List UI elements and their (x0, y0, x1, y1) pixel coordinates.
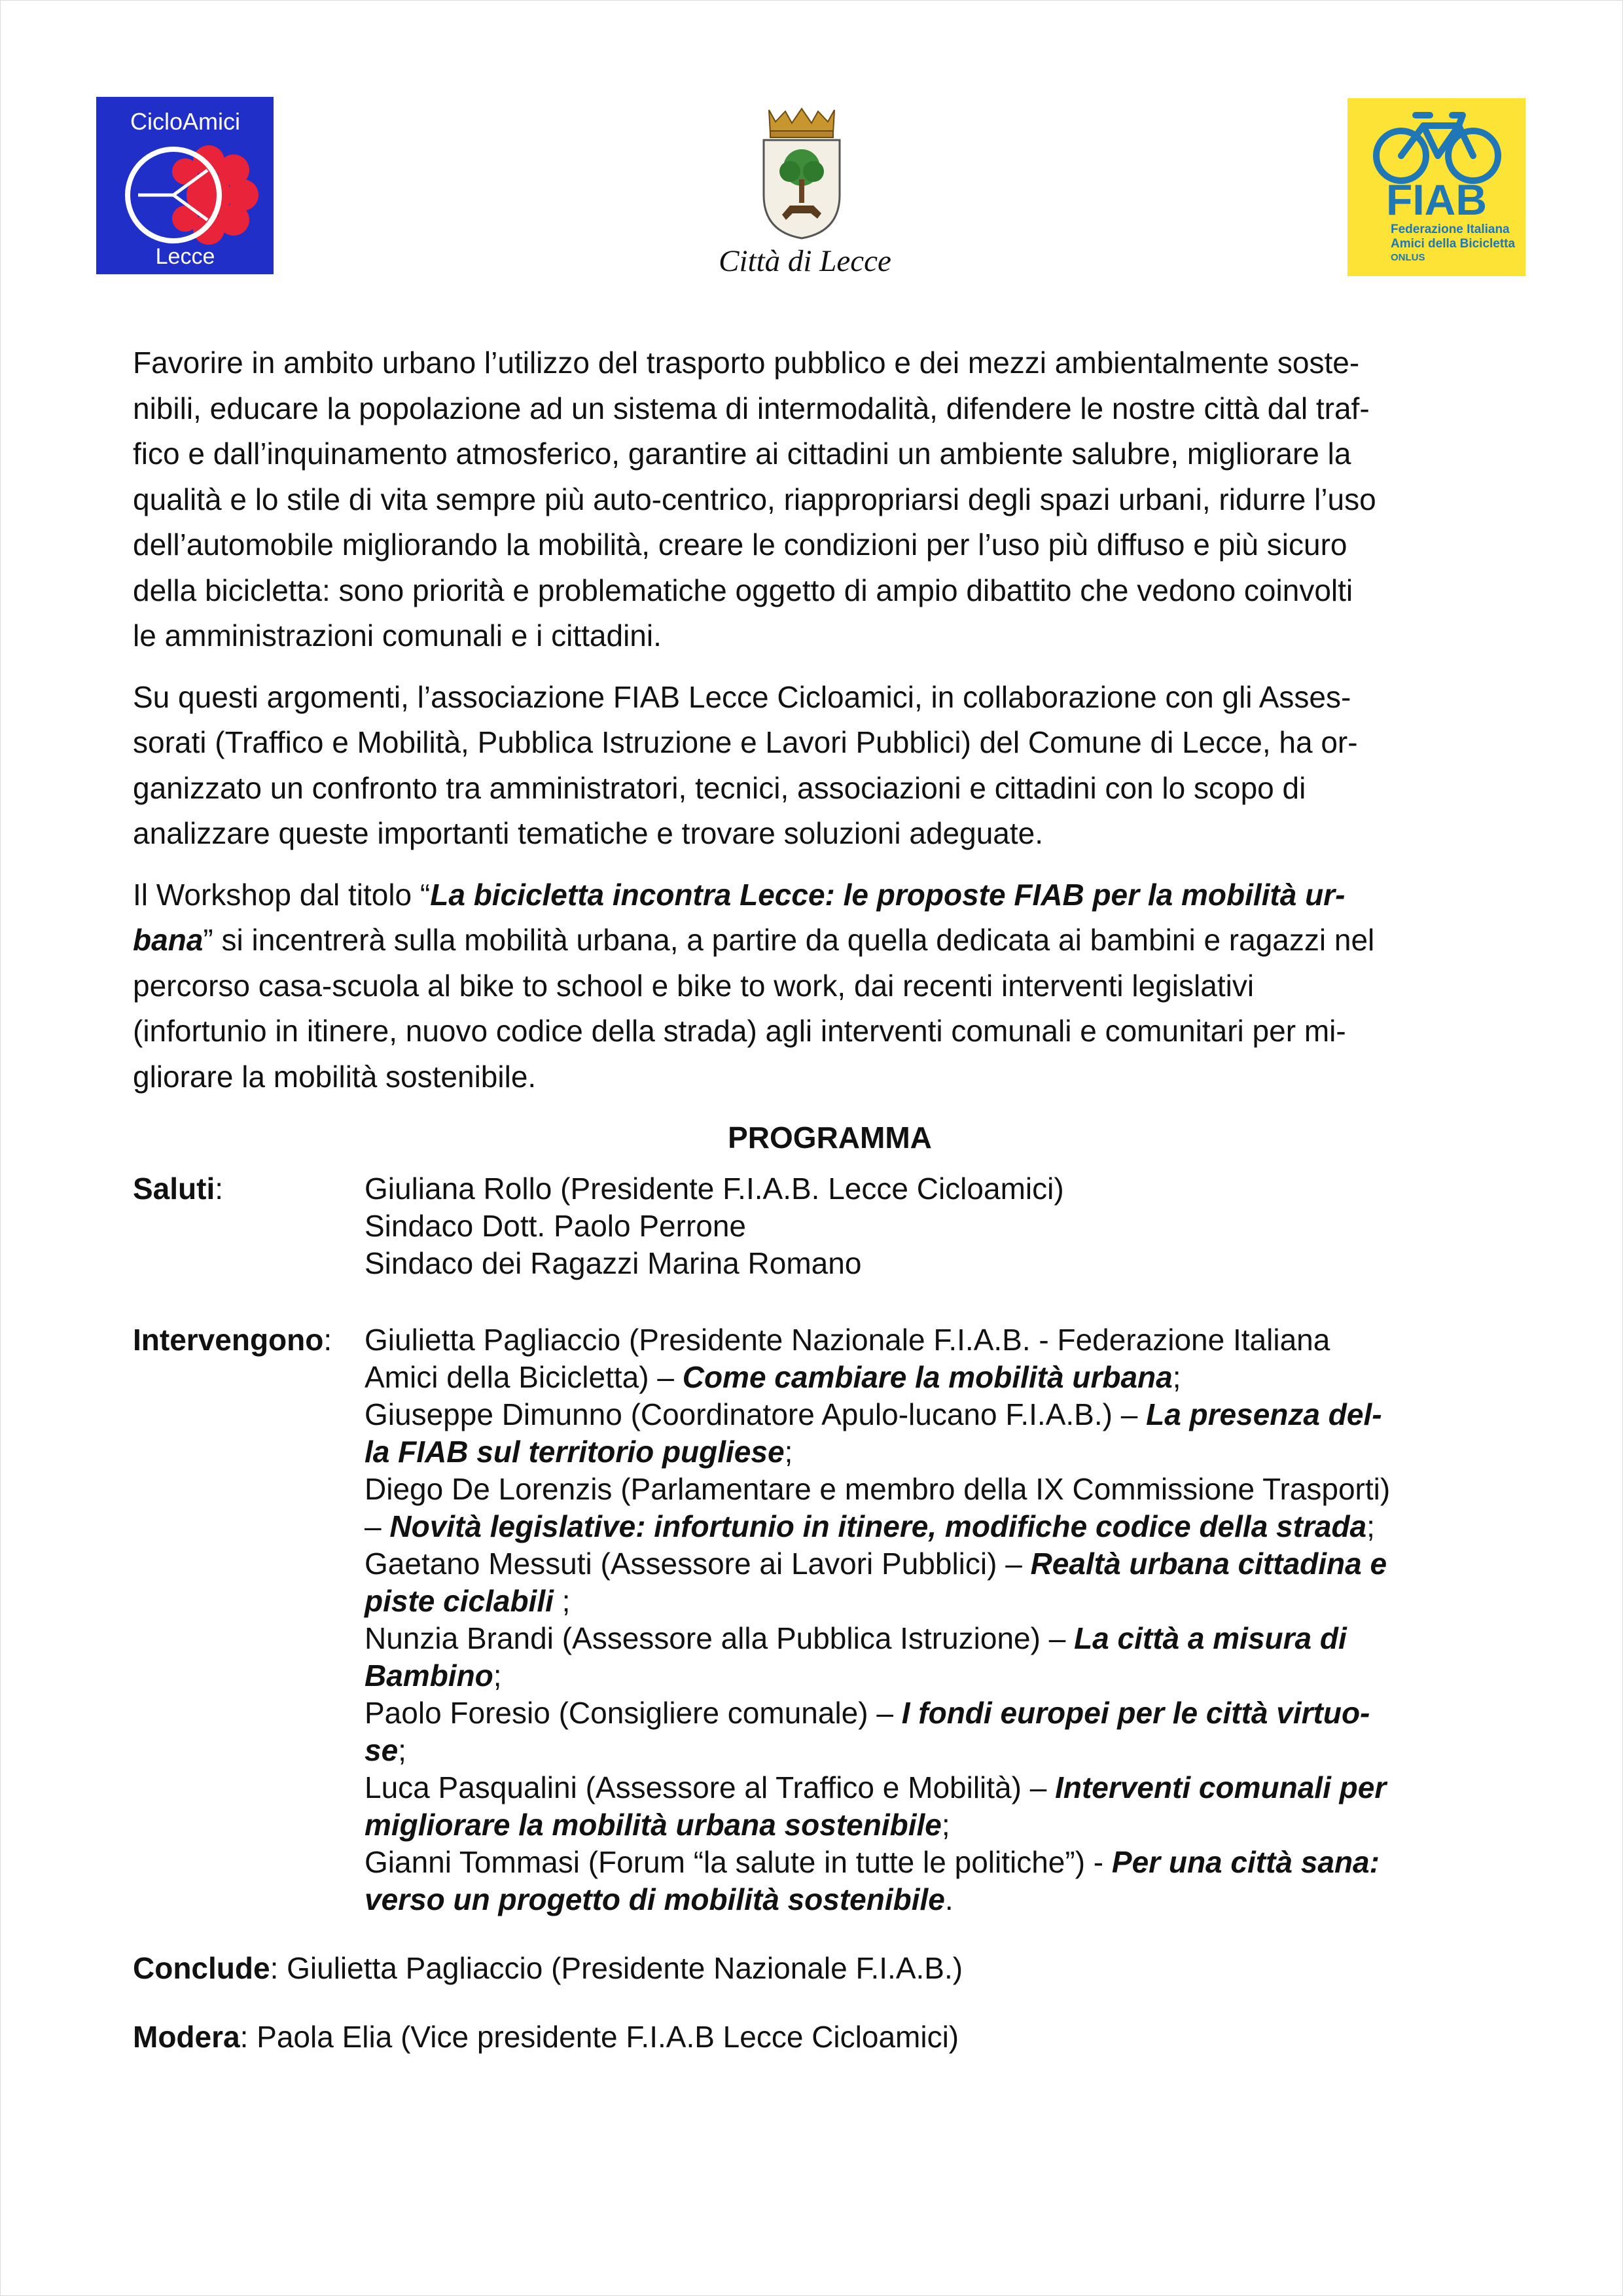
intro-paragraph-1 (133, 340, 1488, 659)
label-text: Intervengono (133, 1322, 324, 1357)
document-body (133, 340, 1488, 2056)
text-run: . (944, 1882, 954, 1916)
text-run: Luca Pasqualini (Assessore al Traffico e Mobilità) – (365, 1770, 1056, 1804)
saluti-label (133, 1170, 365, 1282)
talk-title: Novità legislative: infortunio in itinere, modifiche codice della strada (389, 1509, 1367, 1543)
fiab-logo (1347, 98, 1525, 276)
talk-title: Per una città sana: (1111, 1844, 1380, 1879)
text-line: analizzare queste importanti tematiche e trovare soluzioni adeguate. (133, 816, 1044, 850)
talk-title: Come cambiare la mobilità urbana (682, 1359, 1173, 1394)
spacer (133, 1282, 1488, 1321)
speaker-line: Diego De Lorenzis (Parlamentare e membro della IX Commissione Trasporti) (365, 1471, 1391, 1506)
city-caption: Città di Lecce (719, 244, 891, 278)
intervengono-label (133, 1321, 365, 1918)
talk-title: Bambino (365, 1658, 493, 1693)
speaker-line: Giulietta Pagliaccio (Presidente Nazionale F.I.A.B. - Federazione Italiana (365, 1322, 1330, 1357)
speaker-line (365, 1433, 1488, 1471)
saluti-list (365, 1170, 1488, 1282)
conclude-label: Conclude (133, 1950, 270, 1985)
saluti-item: Giuliana Rollo (Presidente F.I.A.B. Lecce Cicloamici) (365, 1171, 1064, 1206)
talk-title: Interventi comunali per (1055, 1770, 1387, 1804)
text-run: Paolo Foresio (Consigliere comunale) – (365, 1695, 902, 1730)
cicloamici-logo (96, 97, 274, 274)
modera-text: : Paola Elia (Vice presidente F.I.A.B Lecce Cicloamici) (240, 2019, 959, 2054)
speaker-line (365, 1657, 1488, 1695)
speaker-line (365, 1396, 1488, 1433)
text-line: (infortunio in itinere, nuovo codice della strada) agli interventi comunali e comunitari per mi- (133, 1014, 1346, 1048)
talk-title: La presenza del- (1146, 1397, 1382, 1431)
text-line: nibili, educare la popolazione ad un sistema di intermodalità, difendere le nostre città dal traf- (133, 391, 1370, 425)
text-run: ; (553, 1583, 571, 1618)
conclude-line (133, 1950, 1488, 1987)
speaker-line (365, 1583, 1488, 1620)
text-line: della bicicletta: sono priorità e problematiche oggetto di ampio dibattito che vedono coinvolti (133, 573, 1353, 607)
intro-paragraph-3 (133, 872, 1488, 1100)
conclude-text: : Giulietta Pagliaccio (Presidente Nazionale F.I.A.B.) (270, 1950, 963, 1985)
text-run: ; (784, 1434, 793, 1469)
label-colon: : (323, 1322, 332, 1357)
speaker-line (365, 1620, 1488, 1657)
text-run: ; (493, 1658, 502, 1693)
speaker-line (365, 1732, 1488, 1769)
label-text: Saluti (133, 1171, 215, 1206)
speaker-line (365, 1508, 1488, 1545)
talk-title: la FIAB sul territorio pugliese (365, 1434, 785, 1469)
text-line (133, 918, 1488, 963)
svg-text:FIAB: FIAB (1386, 175, 1487, 224)
svg-text:CicloAmici: CicloAmici (130, 108, 241, 135)
text-line: Su questi argomenti, l’associazione FIAB Lecce Cicloamici, in collaborazione con gli Asses- (133, 679, 1351, 714)
coat-of-arms-icon (756, 103, 847, 241)
talk-title: piste ciclabili (365, 1583, 554, 1618)
workshop-title: bana (133, 923, 204, 957)
intro-paragraph-2 (133, 675, 1488, 857)
text-line: gliorare la mobilità sostenibile. (133, 1059, 537, 1094)
workshop-title: La bicicletta incontra Lecce: le proposte FIAB per la mobilità ur- (430, 877, 1346, 912)
text-line: ganizzato un confronto tra amministratori, tecnici, associazioni e cittadini con lo scopo di (133, 770, 1306, 805)
text-run: ; (398, 1732, 406, 1767)
speaker-line (365, 1881, 1488, 1918)
text-run: ; (941, 1807, 950, 1842)
text-run: Il Workshop dal titolo “ (133, 877, 431, 912)
programma-heading: PROGRAMMA (728, 1121, 932, 1155)
saluti-item: Sindaco Dott. Paolo Perrone (365, 1208, 747, 1243)
speaker-line (365, 1695, 1488, 1732)
text-run: – (365, 1509, 390, 1543)
text-run: Gaetano Messuti (Assessore ai Lavori Pubblici) – (365, 1546, 1031, 1581)
talk-title: I fondi europei per le città virtuo- (901, 1695, 1370, 1730)
saluti-row (133, 1170, 1488, 1282)
svg-text:Amici della Bicicletta: Amici della Bicicletta (1391, 237, 1516, 251)
text-run: ” si incentrerà sulla mobilità urbana, a partire da quella dedicata ai bambini e ragazzi nel (203, 923, 1375, 957)
text-line: Favorire in ambito urbano l’utilizzo del trasporto pubblico e dei mezzi ambientalmente soste- (133, 346, 1360, 380)
text-line (133, 872, 1488, 918)
speaker-line (365, 1844, 1488, 1881)
saluti-item: Sindaco dei Ragazzi Marina Romano (365, 1246, 862, 1280)
speaker-line (365, 1359, 1488, 1396)
text-run: ; (1172, 1359, 1181, 1394)
modera-line (133, 2018, 1488, 2056)
text-run: Gianni Tommasi (Forum “la salute in tutte le politiche”) - (365, 1844, 1112, 1879)
intervengono-row (133, 1321, 1488, 1918)
speaker-line (365, 1806, 1488, 1844)
text-run: Giuseppe Dimunno (Coordinatore Apulo-lucano F.I.A.B.) – (365, 1397, 1147, 1431)
text-run: Nunzia Brandi (Assessore alla Pubblica Istruzione) – (365, 1621, 1075, 1655)
talk-title: Realtà urbana cittadina e (1030, 1546, 1387, 1581)
text-line: qualità e lo stile di vita sempre più auto-centrico, riappropriarsi degli spazi urbani, ridurre l’uso (133, 482, 1376, 516)
text-run: Amici della Bicicletta) – (365, 1359, 683, 1394)
text-line: le amministrazioni comunali e i cittadini. (133, 619, 662, 653)
programma-section (133, 1170, 1488, 2056)
talk-title: La città a misura di (1074, 1621, 1347, 1655)
text-line: dell’automobile migliorando la mobilità, creare le condizioni per l’uso più diffuso e più sicuro (133, 528, 1347, 562)
speakers-list (365, 1321, 1488, 1918)
talk-title: verso un progetto di mobilità sostenibile (365, 1882, 945, 1916)
svg-text:Federazione Italiana: Federazione Italiana (1391, 223, 1510, 236)
svg-text:Lecce: Lecce (155, 244, 215, 269)
text-line: percorso casa-scuola al bike to school e bike to work, dai recenti interventi legislativi (133, 968, 1255, 1003)
modera-label: Modera (133, 2019, 240, 2054)
text-line: sorati (Traffico e Mobilità, Pubblica Istruzione e Lavori Pubblici) del Comune di Lecce, ha or- (133, 725, 1358, 759)
text-run: ; (1366, 1509, 1375, 1543)
text-line: fico e dall’inquinamento atmosferico, garantire ai cittadini un ambiente salubre, migliorare la (133, 437, 1351, 471)
svg-text:ONLUS: ONLUS (1391, 252, 1425, 263)
speaker-line (365, 1545, 1488, 1583)
speaker-line (365, 1769, 1488, 1806)
label-colon: : (215, 1171, 224, 1206)
talk-title: migliorare la mobilità urbana sostenibile (365, 1807, 942, 1842)
talk-title: se (365, 1732, 399, 1767)
